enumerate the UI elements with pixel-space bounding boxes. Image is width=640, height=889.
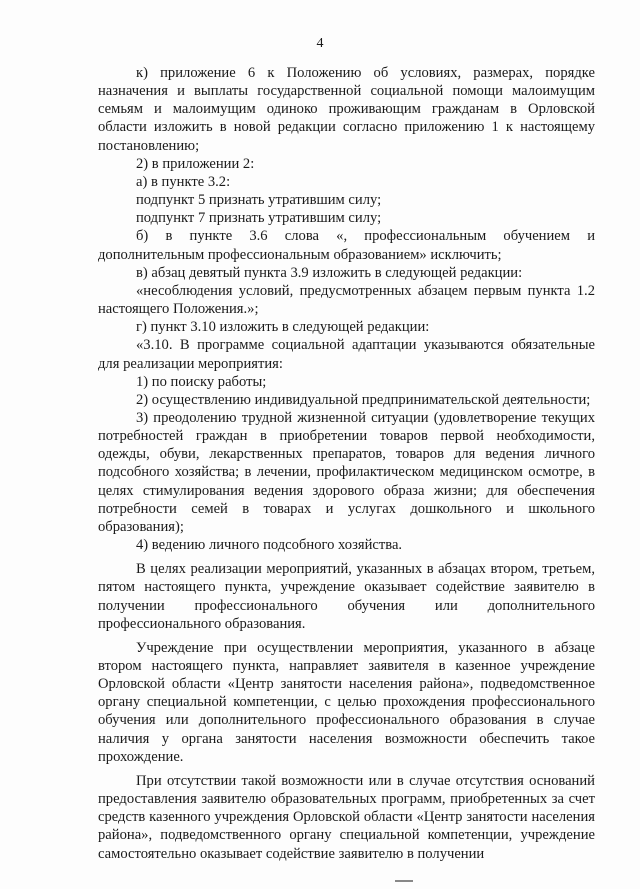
paragraph-quote-3-9: «несоблюдения условий, предусмотренных абзацем первым пункта 1.2 настоящего Положения.»; bbox=[98, 282, 595, 318]
paragraph-k: к) приложение 6 к Положению об условиях, размерах, порядке назначения и выплаты государственной социальной помощи малоимущим семьям и малоимущим одиноко проживающим гражданам в Орловской области изложить в новой редакции согласно приложению 1 к настоящему постановлению; bbox=[98, 65, 595, 154]
paragraph-goals: В целях реализации мероприятий, указанных в абзацах втором, третьем, пятом настоящего пункта, учреждение оказывает содействие заявителю в получении профессионального обучения или дополнительного профессионального образования. bbox=[98, 561, 595, 632]
paragraph-institution: Учреждение при осуществлении мероприятия, указанного в абзаце втором настоящего пункта, направляет заявителя в казенное учреждение Орловской области «Центр занятости населения района», подведомственное органу специальной компетенции, с целью прохождения профессионального обучения или дополнительного профессионального образования в случае наличия у органа занятости населения возможности обеспечить такое прохождение. bbox=[98, 639, 595, 765]
paragraph-list-1: 1) по поиску работы; bbox=[136, 373, 267, 390]
paragraph-list-4: 4) ведению личного подсобного хозяйства. bbox=[136, 537, 403, 554]
page-number: 4 bbox=[316, 36, 324, 51]
paragraph-item-a: а) в пункте 3.2: bbox=[136, 173, 231, 190]
paragraph-quote-3-10: «3.10. В программе социальной адаптации указываются обязательные для реализации мероприятия: bbox=[98, 337, 595, 372]
paragraph-item-2: 2) в приложении 2: bbox=[136, 155, 255, 172]
paragraph-list-2: 2) осуществлению индивидуальной предпринимательской деятельности; bbox=[136, 391, 591, 408]
scan-artifact-mark bbox=[395, 880, 413, 882]
paragraph-item-b: б) в пункте 3.6 слова «, профессиональным обучением и дополнительным профессиональным образованием» исключить; bbox=[98, 228, 595, 263]
document-body bbox=[98, 64, 595, 863]
paragraph-absence: При отсутствии такой возможности или в случае отсутствия оснований предоставления заявителю образовательных программ, приобретенных за счет средств казенного учреждения Орловской области «Центр занятости населения района», подведомственного органу специальной компетенции, учреждение самостоятельно оказывает содействие заявителю в получении bbox=[98, 772, 595, 862]
paragraph-list-3: 3) преодолению трудной жизненной ситуации (удовлетворение текущих потребностей граждан в приобретении товаров первой необходимости, одежды, обуви, лекарственных препаратов, товаров для ведения личного подсобного хозяйства; в лечении, профилактическом медицинском осмотре, в целях стимулирования ведения здорового образа жизни; для обеспечения потребности семей в товарах и услугах дошкольного и школьного образования); bbox=[98, 409, 595, 535]
paragraph-item-v: в) абзац девятый пункта 3.9 изложить в следующей редакции: bbox=[136, 264, 523, 281]
paragraph-item-g: г) пункт 3.10 изложить в следующей редакции: bbox=[136, 319, 430, 336]
paragraph-subitem-5: подпункт 5 признать утратившим силу; bbox=[136, 192, 382, 209]
paragraph-subitem-7: подпункт 7 признать утратившим силу; bbox=[136, 210, 382, 227]
